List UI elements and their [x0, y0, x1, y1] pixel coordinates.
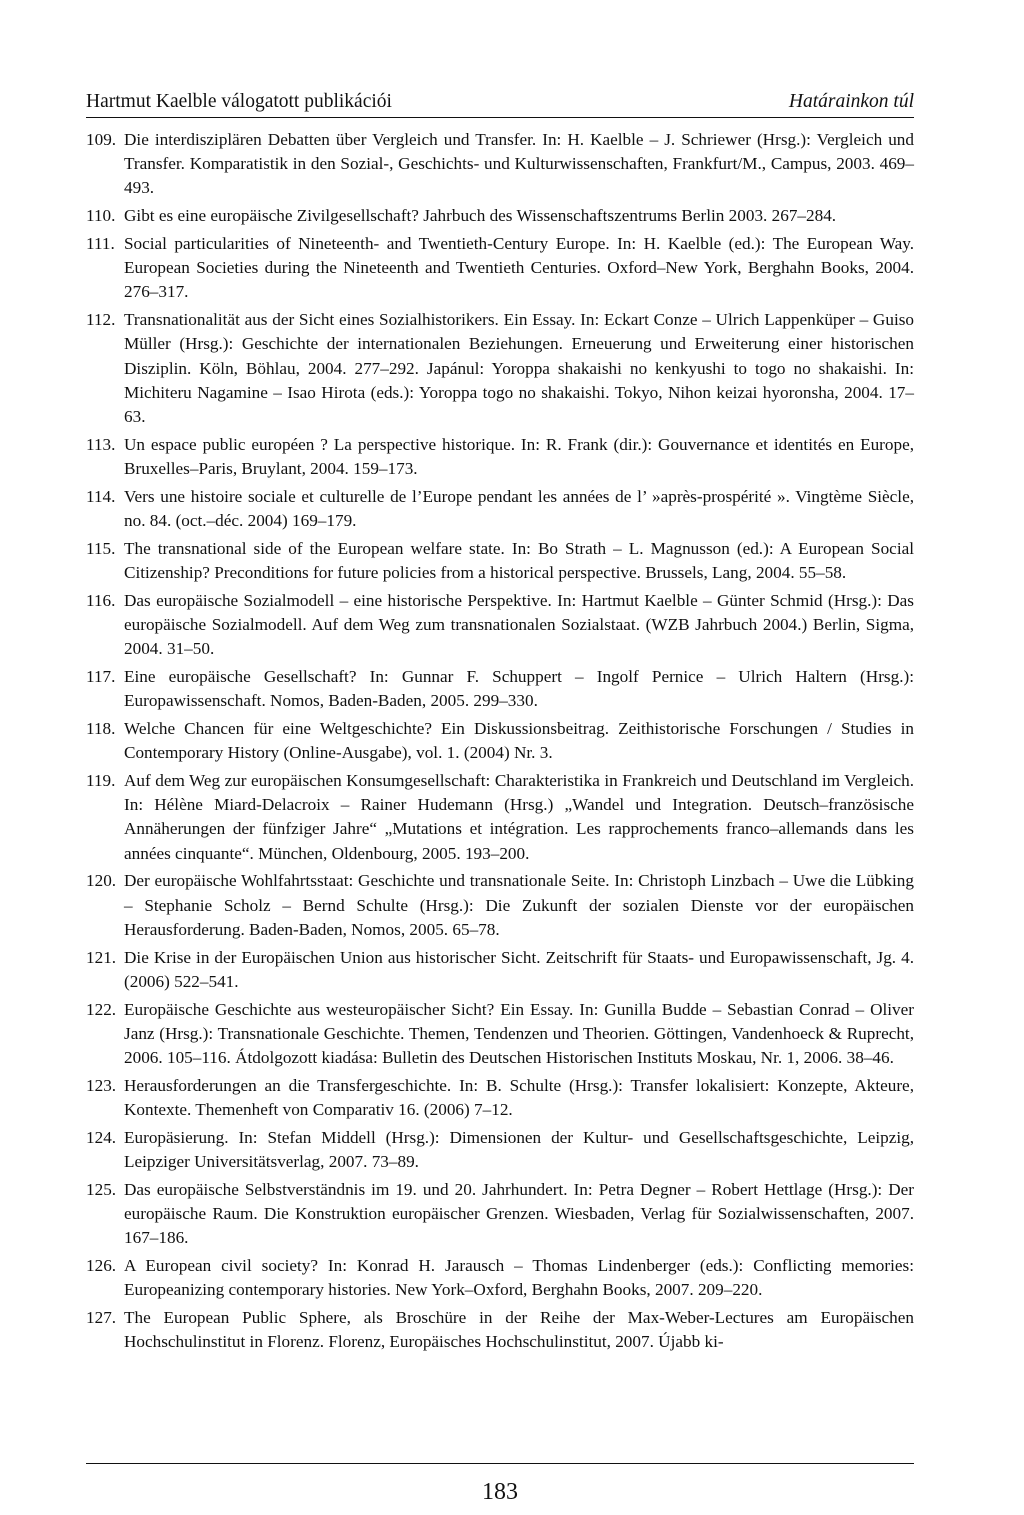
entry-number: 116.	[86, 590, 116, 610]
entry-text: Un espace public européen ? La perspective historique. In: R. Frank (dir.): Gouvernance et identités en Europe, Bruxelles–Paris, Bruylant, 2004. 159–173.	[124, 434, 914, 479]
entry-number: 117.	[86, 667, 116, 687]
bibliography-entry	[86, 232, 914, 305]
bibliography-entry	[86, 998, 914, 1071]
entry-number: 111.	[86, 234, 115, 253]
entry-number: 124.	[86, 1127, 117, 1147]
bibliography-entry	[86, 485, 914, 533]
bibliography-entry	[86, 946, 914, 994]
entry-number: 126.	[86, 1256, 117, 1276]
bibliography-entry	[86, 204, 914, 228]
entry-text: Die interdisziplären Debatten über Vergleich und Transfer. In: H. Kaelble – J. Schriewer (Hrsg.): Vergleich und Transfer. Komparatistik in den Sozial-, Geschichts- und Kulturwissenschaften, Frankfurt/M., Campus, 2003. 469–493.	[124, 130, 914, 198]
entry-number: 125.	[86, 1179, 117, 1199]
entry-text: Eine europäische Gesellschaft? In: Gunnar F. Schuppert – Ingolf Pernice – Ulrich Haltern (Hrsg.): Europawissenschaft. Nomos, Baden-Baden, 2005. 299–330.	[124, 667, 914, 711]
bibliography-entry	[86, 308, 914, 429]
footer-rule	[86, 1463, 914, 1464]
bibliography-entry	[86, 1178, 914, 1251]
entry-text: Die Krise in der Europäischen Union aus historischer Sicht. Zeitschrift für Staats- und Europawissenschaft, Jg. 4. (2006) 522–541.	[124, 947, 914, 991]
entry-number: 120.	[86, 871, 117, 891]
entry-text: Der europäische Wohlfahrtsstaat: Geschichte und transnationale Seite. In: Christoph Linzbach – Uwe die Lübking – Stephanie Scholz – Bernd Schulte (Hrsg.): Die Zukunft der sozialen Dienste vor der europäischen Herausforderung. Baden-Baden, Nomos, 2005. 65–78.	[124, 871, 914, 939]
entry-number: 110.	[86, 206, 116, 226]
bibliography-entry	[86, 1254, 914, 1302]
entry-number: 118.	[86, 719, 116, 739]
entry-number: 119.	[86, 771, 116, 791]
entry-text: Das europäische Selbstverständnis im 19. und 20. Jahrhundert. In: Petra Degner – Robert Hettlage (Hrsg.): Der europäische Raum. Die Konstruktion europäischer Grenzen. Wiesbaden, Verlag für Sozialwissenschaften, 2007. 167–186.	[124, 1179, 914, 1248]
header-book-title: Hartmut Kaelble válogatott publikációi	[86, 91, 392, 112]
entry-text: Welche Chancen für eine Weltgeschichte? Ein Diskussionsbeitrag. Zeithistorische Forschungen / Studies in Contemporary History (Online-Ausgabe), vol. 1. (2004) Nr. 3.	[124, 719, 914, 763]
bibliography-entry	[86, 1074, 914, 1122]
bibliography-entry	[86, 1126, 914, 1174]
entry-number: 123.	[86, 1075, 117, 1095]
entry-number: 112.	[86, 310, 116, 330]
header-section-title: Határainkon túl	[788, 91, 914, 112]
entry-text: A European civil society? In: Konrad H. Jarausch – Thomas Lindenberger (eds.): Conflicting memories: Europeanizing contemporary histories. New York–Oxford, Berghahn Books, 2007. 209–220.	[124, 1256, 914, 1300]
bibliography-entry	[86, 717, 914, 765]
bibliography-entry	[86, 769, 914, 866]
entry-text: Europäische Geschichte aus westeuropäischer Sicht? Ein Essay. In: Gunilla Budde – Sebastian Conrad – Oliver Janz (Hrsg.): Transnationale Geschichte. Themen, Tendenzen und Theorien. Göttingen, Vandenhoeck & Ruprecht, 2006. 105–116. Átdolgozott kiadása: Bulletin des Deutschen Historischen Instituts Moskau, Nr. 1, 2006. 38–46.	[124, 999, 914, 1068]
entry-number: 121.	[86, 947, 117, 967]
entry-text: Social particularities of Nineteenth- and Twentieth-Century Europe. In: H. Kaelble (ed.): The European Way. European Societies during the Nineteenth and Twentieth Centuries. Oxford–New York, Berghahn Books, 2004. 276–317.	[124, 234, 914, 302]
bibliography-list	[86, 128, 914, 1358]
running-header	[86, 88, 914, 118]
entry-number: 114.	[86, 486, 116, 506]
entry-text: The transnational side of the European welfare state. In: Bo Strath – L. Magnusson (ed.): A European Social Citizenship? Preconditions for future policies from a historical perspective. Brussels, Lang, 2004. 55–58.	[124, 538, 914, 583]
document-page	[86, 0, 914, 1515]
entry-text: Vers une histoire sociale et culturelle de l’Europe pendant les années de l’ »après-prospérité ». Vingtème Siècle, no. 84. (oct.–déc. 2004) 169–179.	[124, 486, 914, 531]
bibliography-entry	[86, 869, 914, 942]
bibliography-entry	[86, 433, 914, 481]
entry-text: Transnationalität aus der Sicht eines Sozialhistorikers. Ein Essay. In: Eckart Conze – Ulrich Lappenküper – Guiso Müller (Hrsg.): Geschichte der internationalen Beziehungen. Erneuerung und Erweiterung einer historischen Disziplin. Köln, Böhlau, 2004. 277–292. Japánul: Yoroppa shakaishi no kenkyushi to togo no shakaishi. In: Michiteru Nagamine – Isao Hirota (eds.): Yoroppa togo no shakaishi. Tokyo, Nihon keizai hyoronsha, 2004. 17–63.	[124, 310, 914, 427]
entry-text: Europäsierung. In: Stefan Middell (Hrsg.): Dimensionen der Kultur- und Gesellschaftsgeschichte, Leipzig, Leipziger Universitätsverlag, 2007. 73–89.	[124, 1127, 914, 1172]
entry-text: Das europäische Sozialmodell – eine historische Perspektive. In: Hartmut Kaelble – Günter Schmid (Hrsg.): Das europäische Sozialmodell. Auf dem Weg zum transnationalen Sozialstaat. (WZB Jahrbuch 2004.) Berlin, Sigma, 2004. 31–50.	[124, 590, 914, 659]
entry-number: 115.	[86, 538, 116, 558]
bibliography-entry	[86, 128, 914, 201]
entry-text: Auf dem Weg zur europäischen Konsumgesellschaft: Charakteristika in Frankreich und Deutschland im Vergleich. In: Hélène Miard-Delacroix – Rainer Hudemann (Hrsg.) „Wandel und Integration. Deutsch–französische Annäherungen der fünfziger Jahre“ „Mutations et intégration. Les rapprochements franco–allemands dans les années cinquante“. München, Oldenbourg, 2005. 193–200.	[124, 771, 914, 863]
entry-number: 109.	[86, 130, 117, 149]
entry-text: The European Public Sphere, als Broschüre in der Reihe der Max-Weber-Lectures am Europäischen Hochschulinstitut in Florenz. Florenz, Europäisches Hochschulinstitut, 2007. Újabb ki-	[124, 1308, 914, 1352]
bibliography-entry	[86, 665, 914, 713]
entry-text: Herausforderungen an die Transfergeschichte. In: B. Schulte (Hrsg.): Transfer lokalisiert: Konzepte, Akteure, Kontexte. Themenheft von Comparativ 16. (2006) 7–12.	[124, 1075, 914, 1120]
bibliography-entry	[86, 589, 914, 662]
entry-number: 113.	[86, 434, 116, 454]
entry-number: 127.	[86, 1308, 117, 1328]
bibliography-entry	[86, 1306, 914, 1354]
page-number: 183	[482, 1479, 518, 1505]
bibliography-entry	[86, 537, 914, 585]
entry-text: Gibt es eine europäische Zivilgesellschaft? Jahrbuch des Wissenschaftszentrums Berlin 2003. 267–284.	[124, 206, 837, 226]
entry-number: 122.	[86, 999, 117, 1019]
